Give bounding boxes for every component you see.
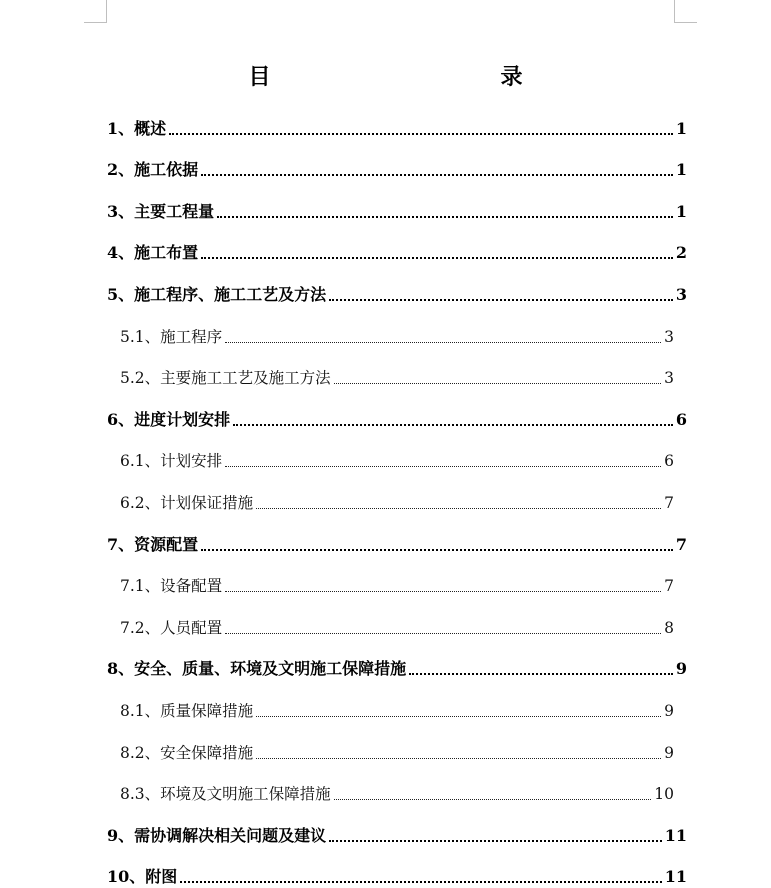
page-corner-mark-top-left xyxy=(84,0,107,23)
toc-subentry[interactable] xyxy=(107,597,687,639)
toc-entry[interactable] xyxy=(107,98,687,140)
toc-page-number: 7 xyxy=(675,534,687,554)
dot-leader xyxy=(180,881,661,883)
toc-entry-label: 2、施工依据 xyxy=(107,160,199,180)
toc-entry-label: 8.2、安全保障措施 xyxy=(120,743,254,762)
toc-entry[interactable] xyxy=(107,181,687,223)
toc-entry[interactable] xyxy=(107,514,687,556)
toc-entry-label: 10、附图 xyxy=(107,867,178,887)
toc-title: 目 录 xyxy=(248,64,585,90)
dot-leader xyxy=(169,133,673,135)
toc-subentry[interactable] xyxy=(107,680,687,722)
toc-subentry[interactable] xyxy=(107,348,687,390)
toc-subentry[interactable] xyxy=(107,764,687,806)
toc-subentry[interactable] xyxy=(107,722,687,764)
toc-entry-label: 8、安全、质量、环境及文明施工保障措施 xyxy=(107,659,407,679)
toc-entry-label: 8.3、环境及文明施工保障措施 xyxy=(120,785,331,804)
toc-entry-label: 8.1、质量保障措施 xyxy=(120,701,254,720)
toc-entry[interactable] xyxy=(107,847,687,888)
dot-leader xyxy=(201,174,673,176)
toc-page-number: 8 xyxy=(664,618,674,637)
toc-page-number: 7 xyxy=(664,493,674,512)
toc-page-number: 9 xyxy=(664,743,674,762)
dot-leader xyxy=(334,799,652,800)
page-corner-mark-top-right xyxy=(674,0,697,23)
dot-leader xyxy=(329,840,662,842)
toc-page-number: 3 xyxy=(675,284,687,304)
toc-list xyxy=(107,98,687,888)
toc-page-number: 9 xyxy=(664,701,674,720)
dot-leader xyxy=(256,716,661,717)
dot-leader xyxy=(334,383,661,384)
toc-page-number: 2 xyxy=(675,243,687,263)
dot-leader xyxy=(233,424,673,426)
toc-subentry[interactable] xyxy=(107,556,687,598)
toc-entry-label: 6、进度计划安排 xyxy=(107,409,231,429)
toc-page-number: 3 xyxy=(664,327,674,346)
toc-entry[interactable] xyxy=(107,140,687,182)
toc-entry-label: 9、需协调解决相关问题及建议 xyxy=(107,825,327,845)
toc-entry-label: 5.1、施工程序 xyxy=(120,327,223,346)
toc-entry[interactable] xyxy=(107,639,687,681)
toc-subentry[interactable] xyxy=(107,431,687,473)
dot-leader xyxy=(201,257,673,259)
toc-entry-label: 7.1、设备配置 xyxy=(120,577,223,596)
toc-page-number: 7 xyxy=(664,577,674,596)
toc-entry-label: 3、主要工程量 xyxy=(107,201,215,221)
toc-page-number: 1 xyxy=(675,118,687,138)
dot-leader xyxy=(329,299,673,301)
toc-page-number: 1 xyxy=(675,201,687,221)
toc-entry-label: 1、概述 xyxy=(107,118,167,138)
dot-leader xyxy=(225,591,661,592)
toc-page-number: 1 xyxy=(675,160,687,180)
toc-entry-label: 5、施工程序、施工工艺及方法 xyxy=(107,284,327,304)
toc-entry-label: 7、资源配置 xyxy=(107,534,199,554)
toc-entry[interactable] xyxy=(107,805,687,847)
toc-page-number: 10 xyxy=(654,785,674,804)
toc-entry[interactable] xyxy=(107,389,687,431)
dot-leader xyxy=(409,673,673,675)
dot-leader xyxy=(225,633,661,634)
dot-leader xyxy=(256,758,661,759)
toc-page-number: 6 xyxy=(664,452,674,471)
toc-subentry[interactable] xyxy=(107,472,687,514)
toc-entry-label: 6.1、计划安排 xyxy=(120,452,223,471)
toc-page-number: 3 xyxy=(664,369,674,388)
toc-subentry[interactable] xyxy=(107,306,687,348)
toc-page-number: 11 xyxy=(664,867,687,887)
dot-leader xyxy=(217,216,673,218)
toc-page-number: 11 xyxy=(664,825,687,845)
toc-entry[interactable] xyxy=(107,223,687,265)
dot-leader xyxy=(225,342,661,343)
toc-page-number: 6 xyxy=(675,409,687,429)
dot-leader xyxy=(225,466,661,467)
toc-entry-label: 6.2、计划保证措施 xyxy=(120,493,254,512)
toc-entry-label: 7.2、人员配置 xyxy=(120,618,223,637)
toc-entry[interactable] xyxy=(107,264,687,306)
dot-leader xyxy=(256,508,661,509)
toc-page-number: 9 xyxy=(675,659,687,679)
toc-entry-label: 5.2、主要施工工艺及施工方法 xyxy=(120,369,331,388)
toc-entry-label: 4、施工布置 xyxy=(107,243,199,263)
dot-leader xyxy=(201,549,673,551)
